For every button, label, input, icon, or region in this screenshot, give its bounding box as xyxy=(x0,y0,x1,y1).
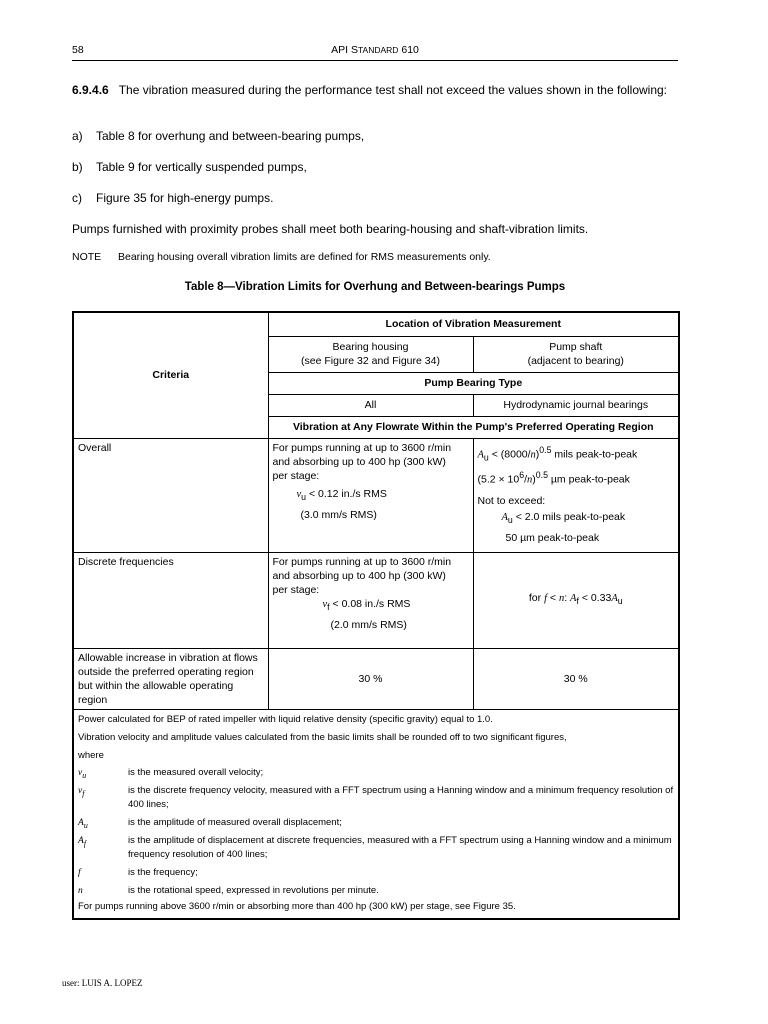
note-text: Bearing housing overall vibration limits are defined for RMS measurements only. xyxy=(118,251,491,263)
footer-user: user: LUIS A. LOPEZ xyxy=(62,978,143,988)
table-row xyxy=(73,438,679,552)
list-item: c) Figure 35 for high-energy pumps. xyxy=(72,191,274,205)
clause-text: The vibration measured during the performance test shall not exceed the values shown in the following: xyxy=(118,83,668,97)
overall-shaft-cell: $A_u < (8000/n)^{0.5}$ mils peak-to-peak $(5.2 \times 10^6/n)^{0.5}$ µm peak-to-peak Not to exceed: $A_u < 2.0$ mils peak-to-peak 50 µm peak-to-peak xyxy=(473,438,679,552)
table-notes-row xyxy=(73,709,679,919)
row-label-increase: Allowable increase in vibration at flows outside the preferred operating region but within the allowable operating region xyxy=(73,648,268,709)
definition-item: $A_f$ is the amplitude of displacement at discrete frequencies, measured with a FFT spectrum using a Hanning window and a minimum frequency resolution of 400 lines; xyxy=(78,834,672,860)
table-notes: Power calculated for BEP of rated impeller with liquid relative density (specific gravity) equal to 1.0. Vibration velocity and amplitude values calculated from the basic limits shall be rounded off to two significant figures, where $v_u$ is the measured overall velocity; $v_f$ is the discrete frequency velocity, measured with a FFT spectrum using a Hanning window and a minimum frequency resolution of 400 lines; $A_u$ is the amplitude of measured overall displacement; $A_f$ is the amplitude of displacement at discrete frequencies, measured with a FFT spectrum using a Hanning window and a minimum frequency resolution of 400 lines; f is the frequency; n is the rotational speed, expressed in revolutions per minute. For pumps running above 3600 r/min or absorbing more than 400 hp (300 kW) per stage, see Figure 35. xyxy=(73,709,679,919)
table-row xyxy=(73,552,679,648)
vibration-limits-table xyxy=(72,311,680,920)
proximity-paragraph: Pumps furnished with proximity probes shall meet both bearing-housing and shaft-vibration limits. xyxy=(72,222,589,236)
discrete-shaft-cell: for f < n: $A_f < 0.33A_u$ xyxy=(473,552,679,648)
operating-region-header: Vibration at Any Flowrate Within the Pump's Preferred Operating Region xyxy=(268,416,679,438)
table-caption: Table 8—Vibration Limits for Overhung and Between-bearings Pumps xyxy=(184,281,566,293)
pump-shaft-header: Pump shaft (adjacent to bearing) xyxy=(473,336,679,372)
definition-item: n is the rotational speed, expressed in revolutions per minute. xyxy=(78,884,379,896)
bearing-type-all: All xyxy=(268,394,473,416)
definition-item: $v_f$ is the discrete frequency velocity, measured with a FFT spectrum using a Hanning window and a minimum frequency resolution of 400 lines; xyxy=(78,784,674,810)
clause-number: 6.9.4.6 xyxy=(72,83,109,97)
running-header xyxy=(72,44,678,60)
symbol-definitions xyxy=(78,766,674,901)
table-row xyxy=(73,648,679,709)
definition-item: $A_u$ is the amplitude of measured overall displacement; xyxy=(78,816,342,830)
definition-item: f is the frequency; xyxy=(78,866,198,878)
clause-paragraph xyxy=(72,83,678,98)
overall-housing-cell: For pumps running at up to 3600 r/min and absorbing up to 400 hp (300 kW) per stage: $v_u < 0.12$ in./s RMS (3.0 mm/s RMS) xyxy=(268,438,473,552)
discrete-housing-cell: For pumps running at up to 3600 r/min and absorbing up to 400 hp (300 kW) per stage: $v_f < 0.08$ in./s RMS (2.0 mm/s RMS) xyxy=(268,552,473,648)
row-label-discrete: Discrete frequencies xyxy=(73,552,268,648)
standard-title: API STANDARD 610 xyxy=(331,44,419,56)
list-item: b) Table 9 for vertically suspended pumps, xyxy=(72,160,307,174)
header-rule xyxy=(72,60,678,61)
page-number: 58 xyxy=(72,44,84,56)
definition-item: $v_u$ is the measured overall velocity; xyxy=(78,766,264,780)
bearing-type-hydrodynamic: Hydrodynamic journal bearings xyxy=(473,394,679,416)
bearing-housing-header: Bearing housing (see Figure 32 and Figure 34) xyxy=(268,336,473,372)
location-header: Location of Vibration Measurement xyxy=(268,312,679,336)
criteria-header: Criteria xyxy=(73,312,268,438)
bearing-type-header: Pump Bearing Type xyxy=(268,372,679,394)
increase-shaft-cell: 30 % xyxy=(473,648,679,709)
note-label: NOTE xyxy=(72,251,102,263)
increase-housing-cell: 30 % xyxy=(268,648,473,709)
note xyxy=(72,251,491,263)
row-label-overall: Overall xyxy=(73,438,268,552)
list-item: a) Table 8 for overhung and between-bearing pumps, xyxy=(72,129,365,143)
